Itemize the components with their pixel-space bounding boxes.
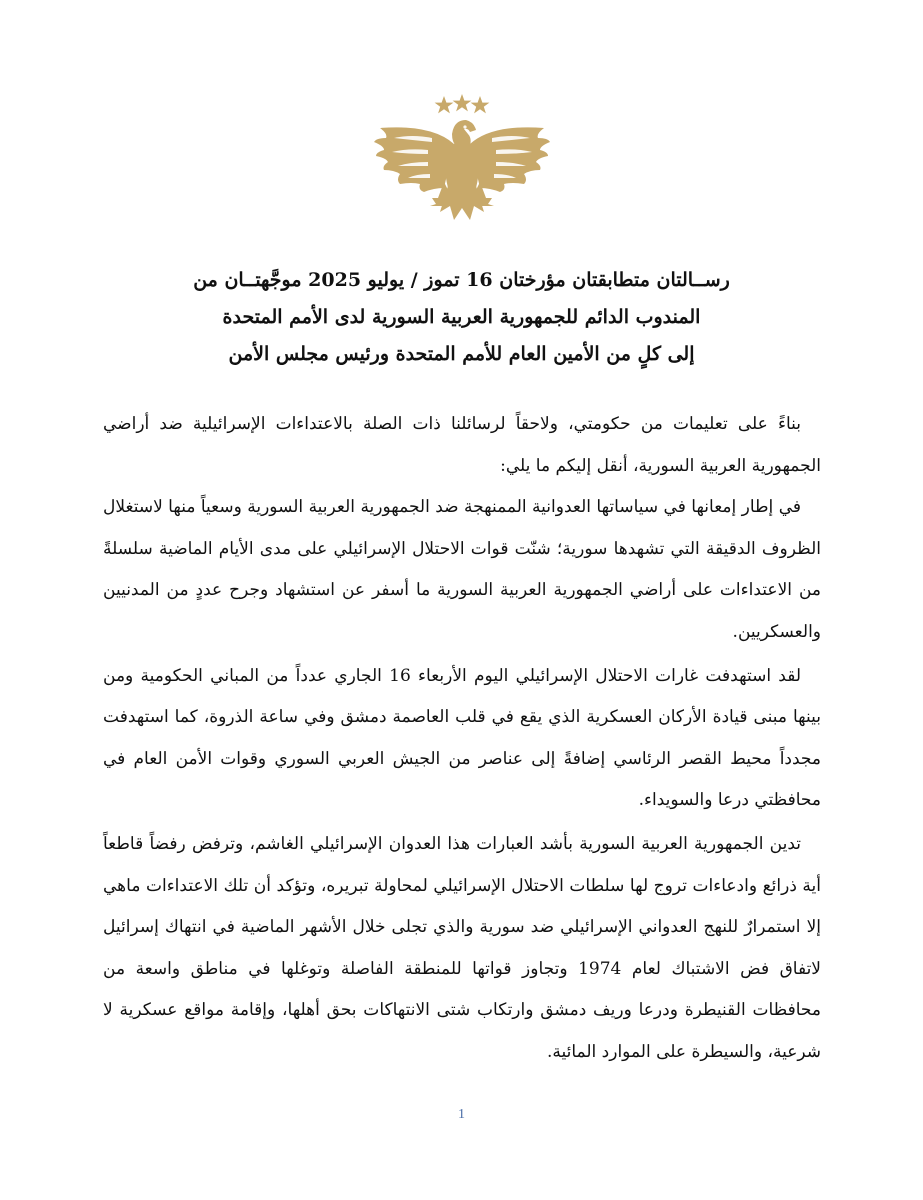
- star-icon: [471, 96, 490, 113]
- heading-line: إلى كلٍ من الأمين العام للأمم المتحدة ورئيس مجلس الأمن: [228, 343, 695, 365]
- paragraph: تدين الجمهورية العربية السورية بأشد العبارات هذا العدوان الإسرائيلي الغاشم، وترفض رفضاً قاطعاً أية ذرائع وادعاءات تروج لها سلطات الاحتلال الإسرائيلي لمحاولة تبريره، وتؤكد أن تلك الاعتداءات ماهي إلا استمرارٌ للنهج العدواني الإسرائيلي ضد سورية والذي تجلى خلال الأشهر الماضية في انتهاك إسرائيل لاتفاق فض الاشتباك لعام 1974 وتجاوز قواتها للمنطقة الفاصلة وتوغلها في مناطق واسعة من محافظات القنيطرة ودرعا وريف دمشق وارتكاب شتى الانتهاكات بحق أهلها، وإقامة مواقع عسكرية لا شرعية، والسيطرة على الموارد المائية.: [103, 833, 821, 1062]
- page-number: 1: [458, 1107, 465, 1122]
- paragraph: بناءً على تعليمات من حكومتي، ولاحقاً لرسائلنا ذات الصلة بالاعتداءات الإسرائيلية ضد أراضي الجمهورية العربية السورية، أنقل إليكم ما يلي:: [103, 414, 821, 476]
- document-heading: [90, 262, 833, 373]
- letter-body: [103, 404, 821, 1076]
- eagle-emblem-icon: [372, 94, 552, 230]
- star-icon: [435, 96, 454, 113]
- heading-line: رســالتان متطابقتان مؤرختان 16 تموز / يوليو 2025 موجَّهتــان من: [193, 269, 730, 291]
- heading-line: المندوب الدائم للجمهورية العربية السورية لدى الأمم المتحدة: [222, 306, 701, 328]
- star-icon: [453, 94, 472, 111]
- paragraph: لقد استهدفت غارات الاحتلال الإسرائيلي اليوم الأربعاء 16 الجاري عدداً من المباني الحكومية ومن بينها مبنى قيادة الأركان العسكرية الذي يقع في قلب العاصمة دمشق وفي ساعة الذروة، كما استهدفت مجدداً محيط القصر الرئاسي إضافةً إلى عناصر من الجيش العربي السوري وقوات الأمن العام في محافظتي درعا والسويداء.: [103, 665, 821, 811]
- paragraph: في إطار إمعانها في سياساتها العدوانية الممنهجة ضد الجمهورية العربية السورية وسعياً منها لاستغلال الظروف الدقيقة التي تشهدها سورية؛ شنّت قوات الاحتلال الإسرائيلي على مدى الأيام الماضية سلسلةً من الاعتداءات على أراضي الجمهورية العربية السورية ما أسفر عن استشهاد وجرح عددٍ من المدنيين والعسكريين.: [103, 497, 821, 642]
